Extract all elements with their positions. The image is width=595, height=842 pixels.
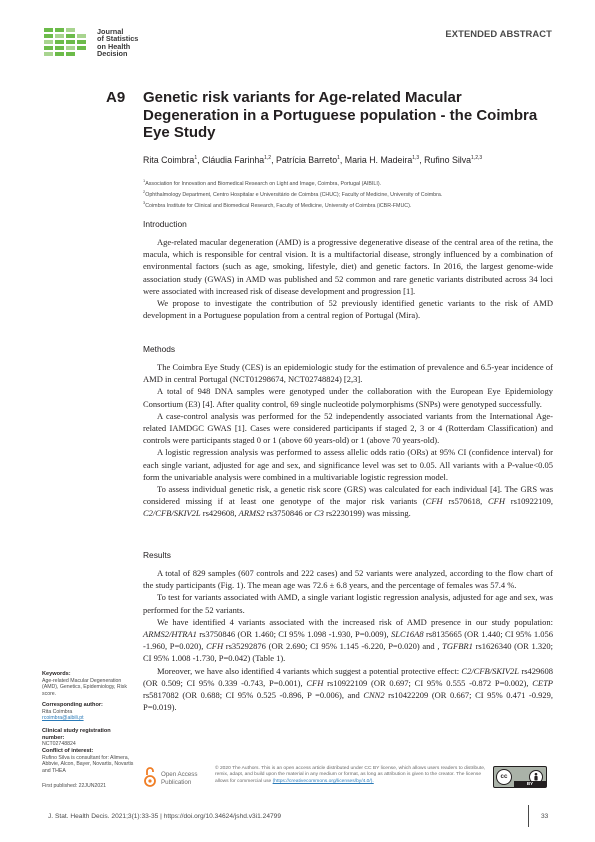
license-text: © 2020 The Authors. This is an open access article distributed under CC BY license, which allows users readers to distribute, remix, adapt, and build upon the material in any medium or format, as long as attribution is given to the creator. The license allows for commercial use (https://creativecommons.org/licenses/by/4.0/).: [215, 766, 486, 784]
affiliations: [143, 177, 442, 211]
section-label: EXTENDED ABSTRACT: [445, 28, 552, 39]
first-published: First published: 22JUN2021: [42, 783, 107, 789]
cc-by-label: BY: [514, 781, 546, 787]
logo-text: Journal of Statistics on Health Decision: [97, 27, 139, 59]
open-access: Open Access Publication: [144, 766, 206, 790]
sidebar-corresponding: Corresponding author: Rita Coimbra rcoimbra@aibili.pt: [42, 702, 134, 722]
paragraph: We have identified 4 variants associated with the increased risk of AMD presence in our study population: ARMS2/HTRA1 rs3750846 (OR 1.460; CI 95% 1.098 -1.930, P=0.009), SLC16A8 rs8135665 (OR 1.440; CI 95% 1.056 -1.960, P=0.020), CFH rs35292876 (OR 2.690; CI 95% 1.145 -6.220, P=0.020) and , TGFBR1 rs1626340 (OR 1.320; CI 95% 1.008 -1.730, P=0.042) (Table 1).: [143, 616, 553, 664]
paragraph: Moreover, we have also identified 4 variants which suggest a potential protective effect: C2/CFB/SKIV2L rs429608 (OR 0.509; CI 95% 0.339 -0.743, P=0.001), CFH rs10922109 (OR 0.697; CI 95% 0.555 -0.872 P=0.002), CETP rs5817082 (OR 0.688; CI 95% 0.525 -0.896, P =0.006), and CNN2 rs10422209 (OR 0.667; CI 95% 0.471 -0.929, P=0.019).: [143, 665, 554, 713]
cc-by-badge[interactable]: [493, 766, 547, 788]
intro-heading: Introduction: [143, 219, 187, 229]
affiliation: $^1$Association for Innovation and Biomedical Research on Light and Image, Coimbra, Portugal (AIBILI).: [143, 178, 382, 187]
affiliation: $^2$Ophthalmology Department, Centro Hospitalar e Universitário de Coimbra (CHUC); Faculty of Medicine, University of Coimbra.: [143, 189, 443, 198]
logo-grid-icon: [44, 28, 92, 60]
cc-icon: cc: [496, 769, 512, 785]
paragraph: A logistic regression analysis was performed to assess allelic odds ratio (ORs) at 95% CI (confidence interval) for each single variant, adjusted for age and sex, and significance level was set to 0.05. All variants with a P-value<0.05 form the univariable analysis were combined in a multivariable logistic regression model.: [143, 447, 553, 482]
open-access-lock-icon: [144, 766, 156, 788]
footer-citation: J. Stat. Health Decis. 2021;3(1):33-35 | https://doi.org/10.34624/jshd.v3i1.24799: [48, 813, 282, 820]
author-list: Rita Coimbra$^1$, Cláudia Farinha$^{1,2}$, Patrícia Barreto$^1$, Maria H. Madeira$^{1,3}$, Rufino Silva$^{1,2,3}$: [143, 155, 483, 165]
paragraph: The Coimbra Eye Study (CES) is an epidemiologic study for the estimation of prevalence and 6.5-year incidence of AMD in central Portugal (NCT01298674, NCT02748824) [2,3].: [143, 362, 553, 385]
footer-divider: [528, 805, 529, 827]
intro-body: [143, 236, 553, 321]
results-body: [143, 567, 553, 713]
methods-body: [143, 361, 553, 520]
paragraph: To test for variants associated with AMD, a single variant logistic regression analysis, adjusted for age and sex, was performed for the 52 variants.: [143, 592, 553, 615]
page-number: 33: [541, 813, 549, 820]
license-link[interactable]: (https://creativecommons.org/licenses/by/4.0/).: [272, 778, 374, 784]
results-heading: Results: [143, 550, 171, 560]
paragraph: A total of 829 samples (607 controls and 222 cases) and 52 variants were analyzed, according to the flow chart of the study participants (Fig. 1). The mean age was 72.6 ± 6.8 years, and the percentage of females was 57.4 %.: [143, 568, 553, 591]
author-name: Patrícia Barreto: [275, 155, 338, 165]
article-title: Genetic risk variants for Age-related Macular Degeneration in a Portuguese population - the Coimbra Eye Study: [143, 89, 538, 141]
article-id: A9: [106, 89, 126, 106]
paragraph: A case-control analysis was performed for the 52 independently associated variants from the International Age-related IAMDGC GWAS [1]. Cases were considered participants if staged 2, 3 or 4 (Rotterdam Classification) and controls were participants staged 0 or 1 (above 60 years-old) or 1 (above 70 years-old).: [143, 410, 553, 446]
author-name: Rita Coimbra: [143, 155, 195, 165]
author-name: Cláudia Farinha: [202, 155, 265, 165]
sidebar-registration: Clinical study registration number: NCT02748824: [42, 728, 111, 748]
email-link[interactable]: rcoimbra@aibili.pt: [42, 715, 84, 722]
paragraph: We propose to investigate the contribution of 52 previously identified genetic variants to the risk of AMD development in a Portuguese population from a central region of Portugal (Mira).: [143, 298, 553, 321]
sidebar-conflict: Conflict of interest: Rufino Silva is consultant for: Alimera, Abbvie, Alcon, Bayer, Novartis, Novartis and THEA: [42, 748, 134, 774]
author-name: Maria H. Madeira: [344, 155, 413, 165]
affiliation: $^3$Coimbra Institute for Clinical and Biomedical Research, Faculty of Medicine, University of Coimbra (iCBR-FMUC).: [143, 200, 412, 210]
paragraph: Age-related macular degeneration (AMD) is a progressive degenerative disease of the central area of the retina, the macula, which is responsible for central vision. It is a multifactorial disease, strongly influenced by a combination of environmental factors (such as age, smoking, lifestyle, diet) and genetic factors. In 2016, the largest genome-wide association study (GWAS) in AMD was published and 52 common and rare genetic variants distributed across 34 loci were associated with increased risk of disease development and progression [1].: [143, 237, 553, 296]
author-name: Rufino Silva: [424, 155, 472, 165]
journal-logo: [44, 28, 204, 62]
methods-heading: Methods: [143, 344, 176, 354]
paragraph: A total of 948 DNA samples were genotyped under the collaboration with the European Eye Epidemiology Consortium (E3) [4]. After quality control, 69 single nucleotide polymorphisms (SNPs) were genotyped successfully.: [143, 386, 553, 409]
paragraph: To assess individual genetic risk, a genetic risk score (GRS) was calculated for each individual [4]. The GRS was considered missing if at least one genotype of the major risk variants (CFH rs570618, CFH rs10922109, C2/CFB/SKIV2L rs429608, ARMS2 rs3750846 or C3 rs2230199) was missing.: [143, 484, 554, 519]
sidebar-keywords: Keywords: Age-related Macular Degeneration (AMD), Genetics, Epidemiology, Risk score.: [42, 671, 127, 697]
